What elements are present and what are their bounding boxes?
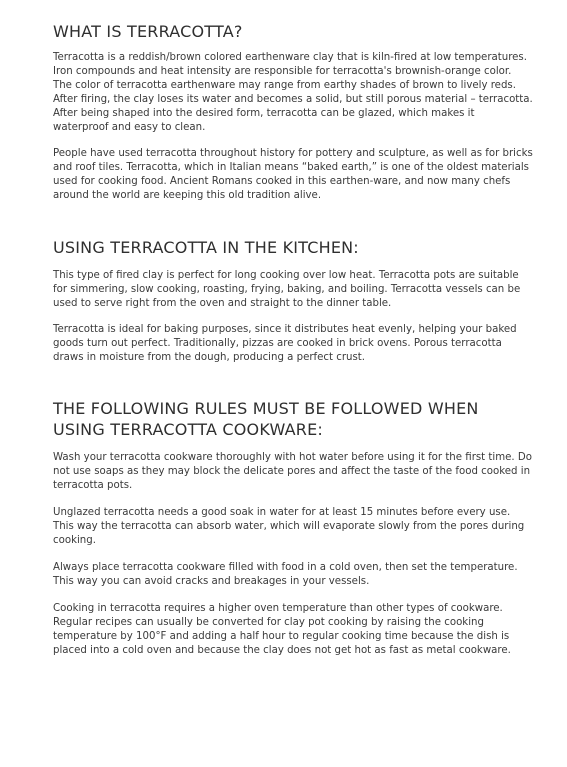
section-heading: WHAT IS TERRACOTTA? <box>53 22 243 41</box>
section-terracotta-cookware-rules <box>53 398 533 658</box>
paragraph: This type of fired clay is perfect for long cooking over low heat. Terracotta pots are suitable for simmering, slow cooking, roasting, frying, baking, and boiling. Terracotta vessels can be used to serve right from the oven and straight to the dinner table. <box>53 270 521 309</box>
paragraph: Always place terracotta cookware filled with food in a cold oven, then set the temperature. This way you can avoid cracks and breakages in your vessels. <box>53 562 518 587</box>
section-heading: THE FOLLOWING RULES MUST BE FOLLOWED WHEN USING TERRACOTTA COOKWARE: <box>53 399 479 439</box>
document-page <box>53 18 533 658</box>
paragraph: Terracotta is a reddish/brown colored earthenware clay that is kiln-fired at low temperatures. Iron compounds and heat intensity are responsible for terracotta's brownish-orange color. The color of terracotta earthenware may range from earthy shades of brown to lively reds. After firing, the clay loses its water and becomes a solid, but still porous material – terracotta. After being shaped into the desired form, terracotta can be glazed, which makes it waterproof and easy to clean. <box>53 52 533 133</box>
paragraph: Wash your terracotta cookware thoroughly with hot water before using it for the first time. Do not use soaps as they may block the delicate pores and affect the taste of the food cooked in terracotta pots. <box>53 452 532 491</box>
paragraph: Terracotta is ideal for baking purposes, since it distributes heat evenly, helping your baked goods turn out perfect. Traditionally, pizzas are cooked in brick ovens. Porous terracotta draws in moisture from the dough, producing a perfect crust. <box>53 324 517 363</box>
paragraph: People have used terracotta throughout history for pottery and sculpture, as well as for bricks and roof tiles. Terracotta, which in Italian means “baked earth,” is one of the oldest materials used for cooking food. Ancient Romans cooked in this earthen-ware, and now many chefs around the world are keeping this old tradition alive. <box>53 148 533 201</box>
paragraph: Unglazed terracotta needs a good soak in water for at least 15 minutes before every use. This way the terracotta can absorb water, which will evaporate slowly from the pores during cooking. <box>53 507 525 546</box>
section-heading: USING TERRACOTTA IN THE KITCHEN: <box>53 238 359 257</box>
section-what-is-terracotta <box>53 21 533 203</box>
paragraph: Cooking in terracotta requires a higher oven temperature than other types of cookware. Regular recipes can usually be converted for clay pot cooking by raising the cooking temperature by 100°F and adding a half hour to regular cooking time because the dish is placed into a cold oven and because the clay does not get hot as fast as metal cookware. <box>53 603 511 656</box>
section-using-terracotta-in-kitchen <box>53 237 533 365</box>
